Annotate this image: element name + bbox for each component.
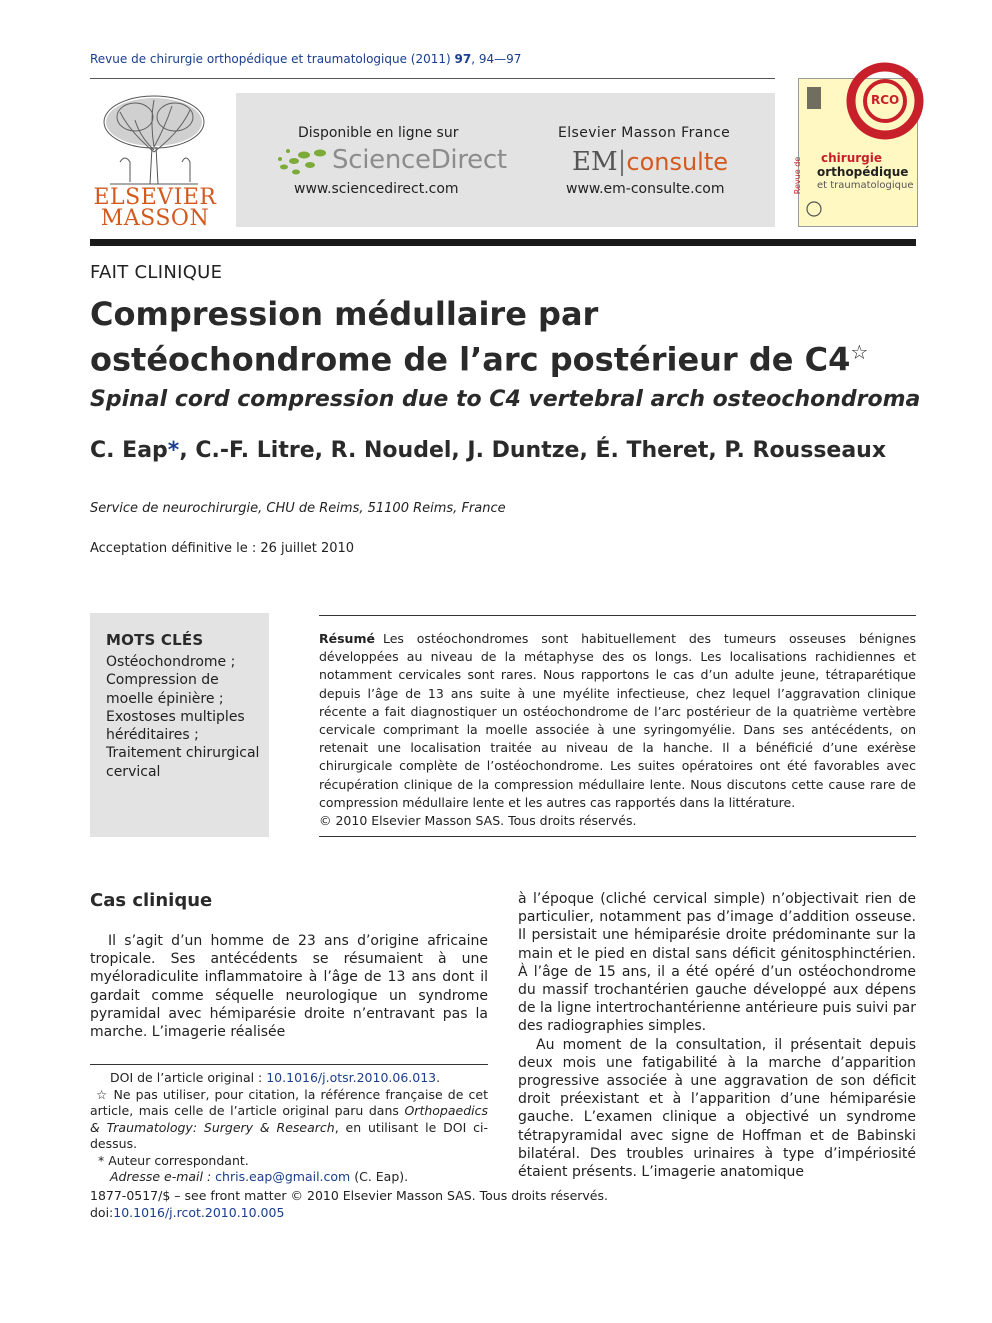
affiliation: Service de neurochirurgie, CHU de Reims, 51100 Reims, France <box>90 501 506 516</box>
body-paragraph: Au moment de la consultation, il présentait depuis deux mois une fatigabilité à la marche d’apparition progressive associée à une aggravation de son déficit droit préexistant et à l’apparition d’une hémiparésie gauche. L’examen clinique a objectivé un syndrome tétrapyramidal avec signe de Hoffman et de Babinski bilatéral. Des troubles urinaires à type d’impériosité étaient présents. L’imagerie anatomique <box>518 1036 916 1181</box>
body-left-column <box>90 932 488 1041</box>
doi-end: . <box>436 1070 441 1085</box>
article-doi-link[interactable]: 10.1016/j.rcot.2010.10.005 <box>113 1205 285 1220</box>
journal-volume: 97 <box>454 52 472 66</box>
star-footnote-mark: ☆ <box>96 1086 109 1102</box>
body-paragraph: à l’époque (cliché cervical simple) n’objectivait rien de particulier, notamment pas d’image d’addition osseuse. Il persistait une hémiparésie droite prédominante sur la main et le pied en distal sans déficit génitosphinctérien. À l’âge de 15 ans, il a été opéré d’un ostéochondrome du massif trochantérien gauche développé aux dépens de la ligne intertrochantérienne antérieure puis suivi par des radiographies simples. <box>518 891 916 1035</box>
keywords-panel <box>90 613 269 837</box>
journal-reference <box>90 52 521 66</box>
header-rule <box>90 78 775 79</box>
cover-revue: Revue de <box>793 156 803 195</box>
body-paragraph: Il s’agit d’un homme de 23 ans d’origine africaine tropicale. Ses antécédents se résumaient à une myéloradiculite inflammatoire à l’âge de 13 ans dont il gardait comme séquelle neurologique un syndrome pyramidal avec hémiparésie droite n’entravant pas la marche. L’imagerie réalisée <box>90 933 488 1041</box>
bottom-info <box>90 1187 608 1221</box>
footnote-corresponding <box>90 1153 488 1170</box>
cover-orthopedique: orthopédique <box>817 165 909 179</box>
online-availability-panel <box>236 93 775 227</box>
keywords-list <box>106 653 266 781</box>
elsevier-wordmark: ELSEVIER <box>93 185 217 210</box>
abstract-bottom-rule <box>319 836 916 837</box>
abstract-text: Les ostéochondromes sont habituellement des tumeurs osseuses bénignes développées au niveau de la métaphyse des os longs. Les localisations rachidiennes et notamment cervicales sont rares. Nous rapportons le cas d’un adulte jeune, tétraparétique depuis l’âge de 13 ans suite à une myélite infectieuse, chez lequel l’aggravation clinique récente a fait diagnostiquer un ostéochondrome de l’arc postérieur de la quatrième vertèbre cervicale comprimant la moelle associée à une syringomyélie. Dans ses antécédents, on retenait une localisation traitée au niveau de la hanche. Il a bénéficié d’une exérèse chirurgicale complète de l’ostéochondrome. Les suites opératoires ont été favorables avec récupération clinique de la compression médullaire lente. Nous discutons cette cause rare de compression médullaire lente et les autres cas rapportés dans la littérature. <box>319 631 916 810</box>
tree-icon <box>90 92 220 187</box>
star-footnote-end: , en utilisant le DOI ci-dessus. <box>90 1119 488 1151</box>
email-link[interactable]: chris.eap@gmail.com <box>215 1169 351 1184</box>
article-type: FAIT CLINIQUE <box>90 262 223 283</box>
emconsulte-url[interactable]: www.em-consulte.com <box>566 181 725 197</box>
article-title <box>90 295 890 379</box>
emconsulte-logo: EM|consulte <box>572 147 729 177</box>
footnotes <box>90 1070 488 1186</box>
journal-cover <box>793 78 918 227</box>
other-authors: , C.-F. Litre, R. Noudel, J. Duntze, É. Theret, P. Rousseaux <box>179 438 887 463</box>
sciencedirect-logo: ScienceDirect <box>332 145 507 175</box>
corresponding-text: Auteur correspondant. <box>108 1152 249 1168</box>
body-right-column <box>518 890 916 1181</box>
email-label: Adresse e-mail : <box>110 1169 216 1184</box>
emconsulte-em: EM <box>572 147 618 177</box>
author-list <box>90 438 886 463</box>
footnote-email <box>90 1169 488 1186</box>
cover-traumatologique: et traumatologique <box>817 180 914 191</box>
sciencedirect-url[interactable]: www.sciencedirect.com <box>294 181 459 197</box>
article-subtitle: Spinal cord compression due to C4 vertebral arch osteochondroma <box>90 387 921 412</box>
cover-chirurgie: chirurgie <box>821 151 882 165</box>
section-heading: Cas clinique <box>90 890 213 911</box>
original-doi-link[interactable]: 10.1016/j.otsr.2010.06.013 <box>266 1070 437 1085</box>
doi-label: DOI de l’article original : <box>110 1070 267 1085</box>
elsevier-logo <box>90 92 220 230</box>
keyword-item: Exostoses multiples héréditaires ; <box>106 708 245 744</box>
corresponding-mark: * <box>98 1152 105 1168</box>
original-journal: Orthopaedics & Traumatology: Surgery & Research <box>90 1103 488 1135</box>
sciencedirect-leaves-icon <box>276 145 330 177</box>
email-suffix: (C. Eap). <box>350 1169 409 1184</box>
emconsulte-caption: Elsevier Masson France <box>558 125 731 141</box>
doi-prefix: doi: <box>90 1205 114 1220</box>
star-footnote-text: Ne pas utiliser, pour citation, la référence française de cet article, mais celle de l’article original paru dans <box>90 1086 488 1118</box>
footnote-rule <box>90 1064 488 1065</box>
masson-wordmark: MASSON <box>100 206 210 231</box>
title-footnote-mark[interactable]: ☆ <box>850 340 869 364</box>
issn-line: 1877-0517/$ – see front matter © 2010 Elsevier Masson SAS. Tous droits réservés. <box>90 1188 608 1203</box>
journal-name: Revue de chirurgie orthopédique et traumatologique (2011) <box>90 52 455 66</box>
footnote-doi <box>90 1070 488 1087</box>
keyword-item: Ostéochondrome ; <box>106 654 236 670</box>
header-thick-rule <box>90 239 916 246</box>
article-title-text: Compression médullaire par ostéochondrome de l’arc postérieur de C4 <box>90 295 851 379</box>
corresponding-author-mark[interactable]: * <box>167 438 180 463</box>
abstract-copyright: © 2010 Elsevier Masson SAS. Tous droits réservés. <box>319 813 637 828</box>
sciencedirect-caption: Disponible en ligne sur <box>298 125 459 141</box>
cover-badge: RCO <box>871 93 900 107</box>
emconsulte-consulte: consulte <box>626 148 729 176</box>
keywords-title: MOTS CLÉS <box>106 631 204 649</box>
doi-line <box>90 1204 608 1221</box>
footnote-star <box>90 1087 488 1153</box>
abstract-top-rule <box>319 615 916 616</box>
keyword-item: Compression de moelle épinière ; <box>106 672 224 707</box>
acceptance-date: Acceptation définitive le : 26 juillet 2010 <box>90 541 355 556</box>
abstract <box>319 630 916 812</box>
first-author: C. Eap <box>90 438 168 463</box>
keyword-item: Traitement chirurgical cervical <box>106 745 260 780</box>
abstract-label: Résumé <box>319 631 375 646</box>
journal-pages: , 94—97 <box>471 52 522 66</box>
